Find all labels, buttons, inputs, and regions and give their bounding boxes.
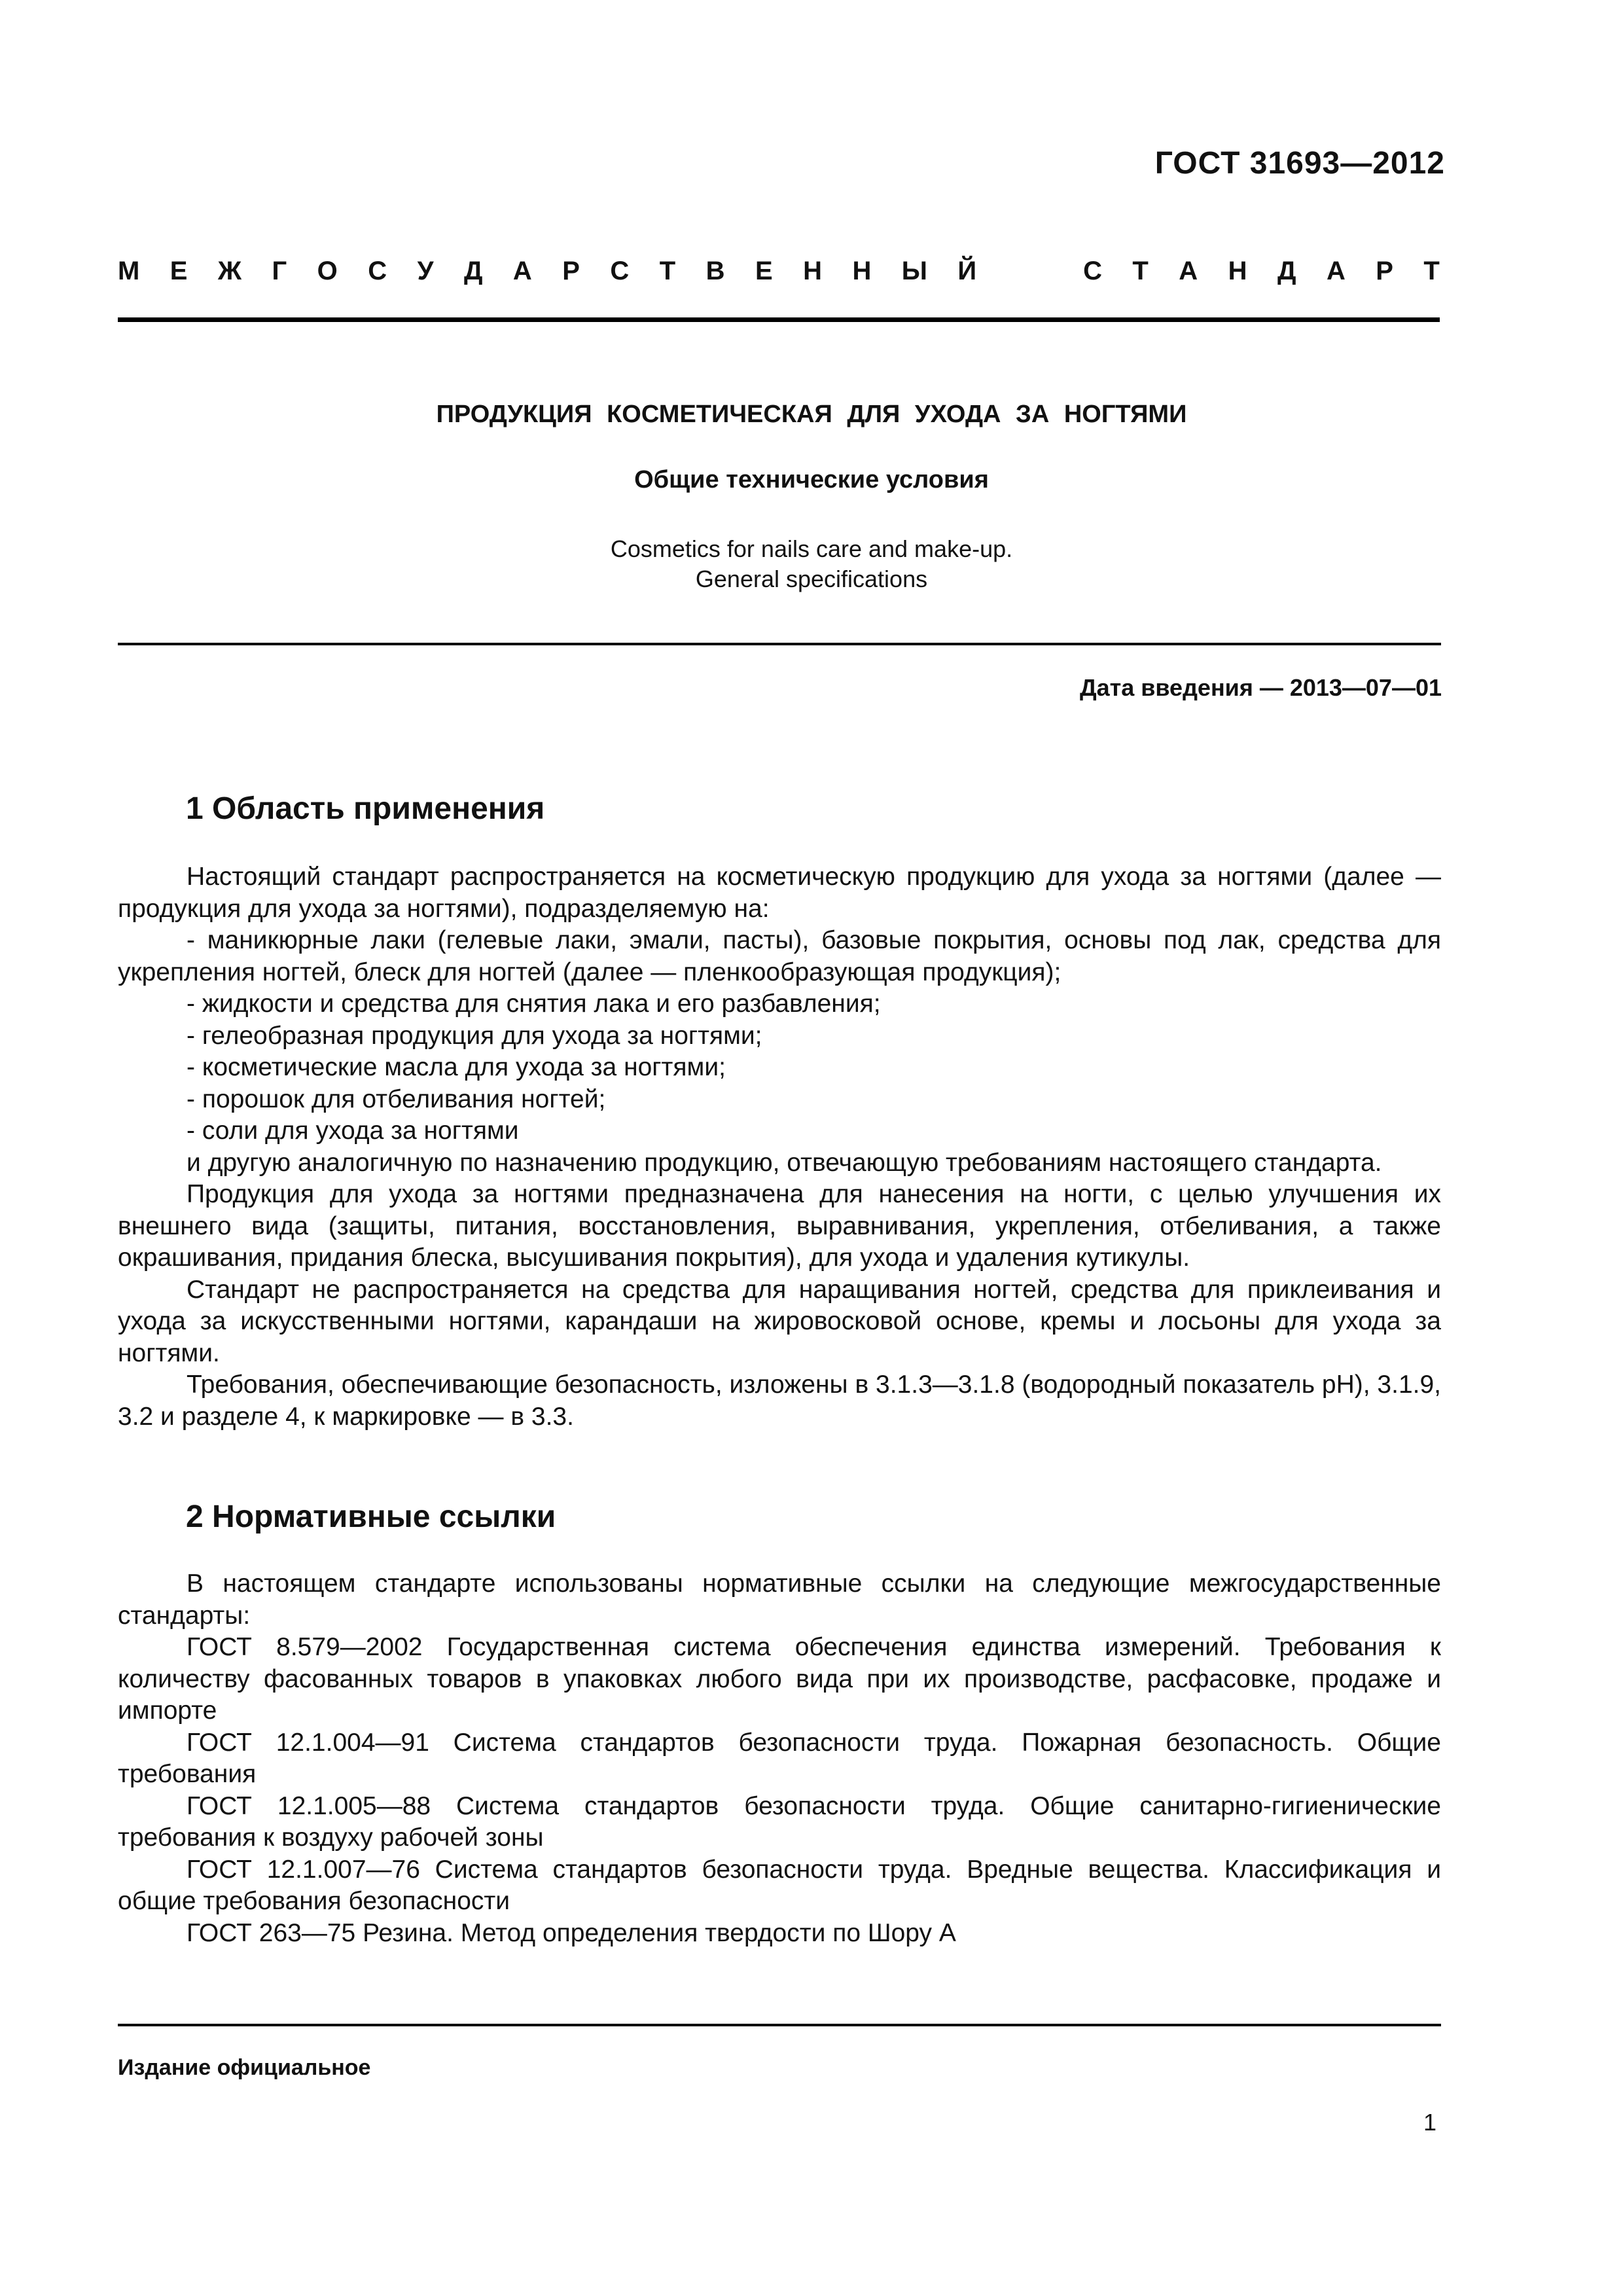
standard-type-letter: У [417,257,434,285]
standard-type-letter: Т [659,257,676,285]
standard-type-letter: М [118,257,140,285]
standard-type-letter: Н [1228,257,1247,285]
document-title: ПРОДУКЦИЯ КОСМЕТИЧЕСКАЯ ДЛЯ УХОДА ЗА НОГТЯМИ [436,401,1187,428]
reference-item: ГОСТ 12.1.005—88 Система стандартов безопасности труда. Общие санитарно-гигиенические требования к воздуху рабочей зоны [118,1791,1441,1852]
official-edition-label: Издание официальное [118,2055,371,2080]
reference-item: ГОСТ 8.579—2002 Государственная система обеспечения единства измерений. Требования к количеству фасованных товаров в упаковках любого вида при их производстве, расфасовке, продаже и импорте [118,1633,1441,1725]
word-gap [1007,257,1053,286]
english-title [0,534,1623,594]
standard-type-letter: О [317,257,338,285]
standard-type-letter: С [610,257,630,285]
section-1-heading: 1 Область применения [186,791,545,826]
standard-type-letter: С [368,257,387,285]
section-2-body [118,1568,1441,1949]
standard-type-letter: Й [957,257,977,285]
standard-type-letter: Н [852,257,872,285]
section-1-body [118,861,1441,1433]
paragraph: В настоящем стандарте использованы нормативные ссылки на следующие межгосударственные стандарты: [118,1570,1441,1630]
paragraph: и другую аналогичную по назначению продукцию, отвечающую требованиям настоящего стандарта. [187,1148,1382,1177]
standard-type-letter: В [705,257,725,285]
page-number: 1 [1423,2109,1436,2136]
reference-item: ГОСТ 12.1.007—76 Система стандартов безопасности труда. Вредные вещества. Классификация и общие требования безопасности [118,1855,1441,1915]
document-subtitle: Общие технические условия [634,466,989,493]
title-rule [118,643,1441,645]
standard-type-letter: Н [803,257,822,285]
standard-type-letter: Р [562,257,580,285]
introduction-date: Дата введения — 2013—07—01 [1079,674,1442,701]
standard-type-letter: А [1326,257,1346,285]
paragraph: Требования, обеспечивающие безопасность, изложены в 3.1.3—3.1.8 (водородный показатель pH), 3.1.9, 3.2 и разделе 4, к маркировке — в 3.3. [118,1371,1441,1431]
standard-type-letter: А [1179,257,1198,285]
standard-type-letter: Р [1376,257,1393,285]
english-title-line2: General specifications [695,565,928,592]
footer-rule [118,2024,1441,2026]
standard-type-letter: Д [1277,257,1296,285]
section-2-heading: 2 Нормативные ссылки [186,1499,556,1534]
list-item: - жидкости и средства для снятия лака и его разбавления; [187,990,881,1018]
standard-type-letter: Е [169,257,188,285]
standard-type-letter: Т [1423,257,1440,285]
paragraph: Продукция для ухода за ногтями предназначена для нанесения на ногти, с целью улучшения их внешнего вида (защиты, питания, восстановления, выравнивания, укрепления, отбеливания, а также окрашивания, придания блеска, высушивания покрытия), для ухода и удаления кутикулы. [118,1180,1441,1272]
standard-type-letter: Ы [901,257,927,285]
standard-type-letter: Ж [217,257,242,285]
list-item: - маникюрные лаки (гелевые лаки, эмали, пасты), базовые покрытия, основы под лак, средства для укрепления ногтей, блеск для ногтей (далее — пленкообразующая продукция); [118,926,1441,986]
standard-type-heading [118,257,1440,286]
standard-type-letter: Е [755,257,773,285]
reference-item: ГОСТ 12.1.004—91 Система стандартов безопасности труда. Пожарная безопасность. Общие требования [118,1728,1441,1788]
list-item: - соли для ухода за ногтями [187,1117,519,1145]
standard-type-letter: Т [1132,257,1149,285]
standard-type-letter: Д [463,257,483,285]
standard-type-letter: С [1083,257,1102,285]
english-title-line1: Cosmetics for nails care and make-up. [610,535,1013,562]
standard-type-letter: А [512,257,532,285]
standard-type-letter: Г [272,257,287,285]
header-rule [118,317,1440,322]
list-item: - косметические масла для ухода за ногтями; [187,1053,726,1081]
reference-item: ГОСТ 263—75 Резина. Метод определения твердости по Шору А [187,1918,956,1947]
list-item: - порошок для отбеливания ногтей; [187,1085,606,1113]
list-item: - гелеобразная продукция для ухода за ногтями; [187,1021,762,1050]
document-number: ГОСТ 31693—2012 [1154,146,1445,181]
paragraph: Настоящий стандарт распространяется на косметическую продукцию для ухода за ногтями (далее — продукция для ухода за ногтями), подразделяемую на: [118,863,1441,923]
paragraph: Стандарт не распространяется на средства для наращивания ногтей, средства для приклеивания и ухода за искусственными ногтями, карандаши на жировосковой основе, кремы и лосьоны для ухода за ногтями. [118,1275,1441,1367]
